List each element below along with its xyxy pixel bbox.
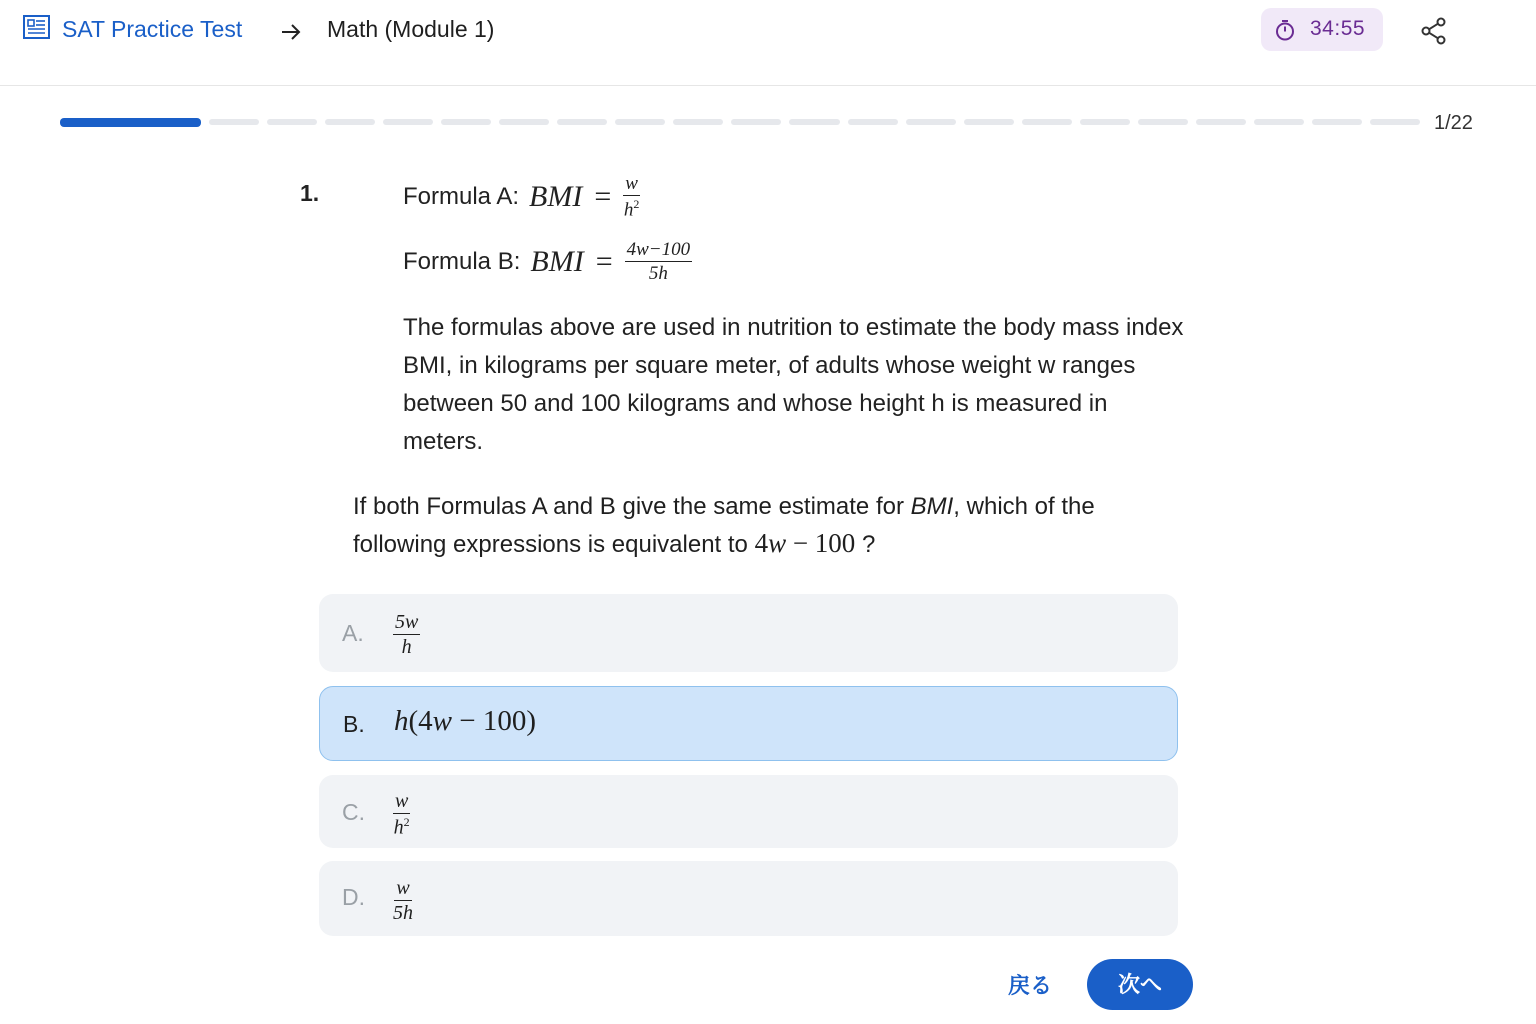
formula-a (403, 174, 640, 219)
progress-segment (906, 119, 956, 125)
progress-segment (673, 119, 723, 125)
countdown-timer (1261, 8, 1383, 51)
choice-a-fraction (393, 612, 420, 657)
prompt-expr-var: w (768, 528, 787, 558)
progress-segment (441, 119, 491, 125)
choice-d-numerator: w (396, 877, 410, 899)
share-icon[interactable] (1419, 16, 1449, 46)
progress-segment (615, 119, 665, 125)
choice-a-numerator: 5w (395, 611, 419, 633)
prompt-text-1: If both Formulas A and B give the same estimate for (353, 493, 911, 520)
prompt-text-3: ? (855, 531, 876, 558)
prompt-expr-coef: 4 (754, 528, 769, 558)
formula-a-numerator: w (625, 173, 638, 194)
formula-b-equals: = (595, 244, 613, 278)
progress-segment (60, 118, 201, 127)
arrow-right-icon (279, 20, 303, 44)
choice-a-denominator: h (401, 636, 412, 658)
progress-segment (1196, 119, 1246, 125)
formula-a-label: Formula A: (403, 182, 520, 210)
formula-b (403, 240, 692, 283)
timer-icon (1274, 19, 1296, 41)
progress-segment (499, 119, 549, 125)
prompt-text-2: , which of the following expressions is equivalent to (353, 493, 1095, 558)
progress-segment (383, 119, 433, 125)
progress-segment (557, 119, 607, 125)
formula-b-fraction (625, 240, 693, 283)
breadcrumb-module: Math (Module 1) (327, 16, 495, 42)
choice-a-letter: A. (342, 620, 364, 646)
choice-b-expression (394, 705, 536, 738)
choice-b-var-w: w (432, 705, 453, 737)
formula-a-den-exp: 2 (633, 197, 640, 211)
progress-segment (1138, 119, 1188, 125)
progress-segment (1312, 119, 1362, 125)
formula-b-numerator: 4w−100 (626, 239, 691, 260)
progress-segment (1080, 119, 1130, 125)
progress-segment (964, 119, 1014, 125)
choice-b[interactable] (319, 686, 1178, 761)
choice-c-numerator: w (395, 790, 409, 812)
choice-d[interactable] (319, 861, 1178, 936)
progress-segment (209, 119, 259, 125)
prompt-expression (755, 528, 856, 558)
choice-c-letter: C. (342, 799, 365, 825)
progress-segment (1370, 119, 1420, 125)
choice-c-denominator (394, 814, 410, 838)
question-intro: The formulas above are used in nutrition to estimate the body mass index BMI, in kilograms per square meter, of adults whose weight w ranges between 50 and 100 kilograms and whose height h is measured in meters. (403, 314, 1184, 455)
choice-b-var-h: h (394, 705, 409, 737)
progress-segment (267, 119, 317, 125)
progress-segment (789, 119, 839, 125)
choice-b-letter: B. (343, 711, 365, 737)
formula-b-label: Formula B: (403, 247, 521, 275)
test-document-icon (22, 14, 52, 42)
choice-d-denominator: 5h (393, 902, 413, 924)
formula-a-fraction (623, 174, 640, 219)
formula-a-denominator (624, 196, 640, 219)
progress-segment (1022, 119, 1072, 125)
question-counter: 1/22 (1434, 112, 1473, 134)
breadcrumb-test-link[interactable]: SAT Practice Test (62, 16, 243, 42)
question-progress-bar (60, 118, 1420, 128)
formula-b-lhs: BMI (530, 244, 584, 278)
choice-c-den-base: h (393, 816, 404, 839)
timer-value: 34:55 (1310, 17, 1366, 40)
choice-a[interactable] (319, 594, 1178, 672)
choice-d-fraction (393, 878, 413, 923)
prompt-bmi: BMI (910, 493, 954, 520)
formula-a-equals: = (594, 179, 612, 213)
choice-b-open: (4 (408, 705, 433, 737)
choice-d-letter: D. (342, 884, 365, 910)
progress-segment (848, 119, 898, 125)
progress-segment (325, 119, 375, 125)
choice-c-fraction (393, 791, 410, 838)
choice-c[interactable] (319, 775, 1178, 848)
prompt-expr-rest: − 100 (786, 528, 856, 558)
formula-a-den-base: h (623, 199, 634, 221)
header-bar (0, 0, 1536, 86)
progress-segment (731, 119, 781, 125)
formula-a-lhs: BMI (529, 179, 583, 213)
progress-segment (1254, 119, 1304, 125)
question-number: 1. (300, 180, 320, 206)
formula-b-denominator: 5h (648, 263, 668, 284)
back-button[interactable]: 戻る (1007, 973, 1052, 998)
choice-b-rest: − 100) (452, 705, 537, 737)
choice-c-den-exp: 2 (403, 815, 410, 829)
next-button[interactable]: 次へ (1087, 959, 1193, 1010)
question-prompt (353, 488, 1183, 563)
